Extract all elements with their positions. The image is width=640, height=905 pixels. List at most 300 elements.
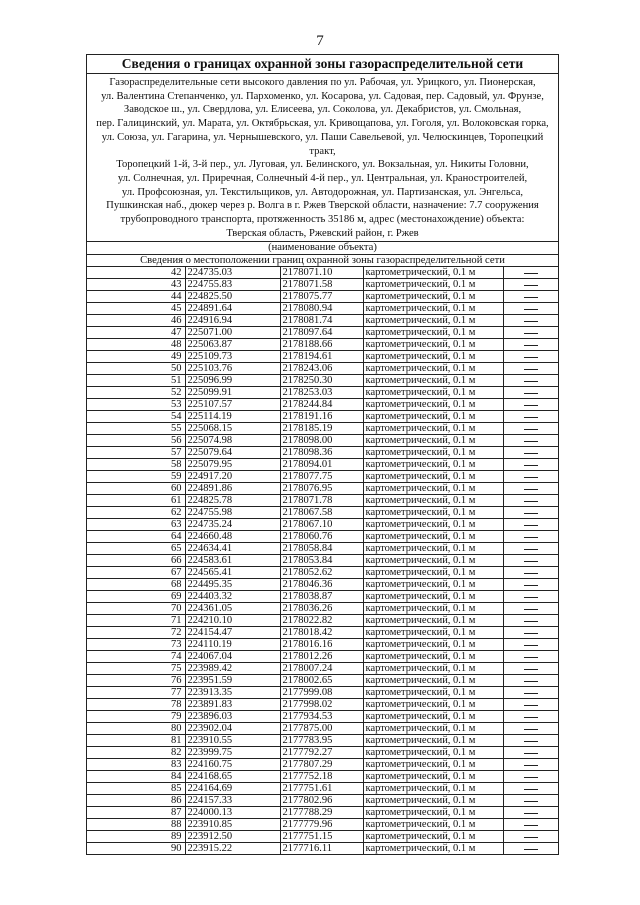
y-coordinate-cell: 2178080.94 (280, 303, 363, 315)
point-number-cell: 55 (87, 423, 185, 435)
method-accuracy-cell: картометрический, 0.1 м (363, 639, 503, 651)
point-number-cell: 73 (87, 639, 185, 651)
point-number-cell: 44 (87, 291, 185, 303)
point-number-cell: 65 (87, 543, 185, 555)
method-accuracy-cell: картометрический, 0.1 м (363, 555, 503, 567)
y-coordinate-cell: 2178250.30 (280, 375, 363, 387)
x-coordinate-cell: 224067.04 (185, 651, 280, 663)
x-coordinate-cell: 223915.22 (185, 843, 280, 855)
x-coordinate-cell: 223989.42 (185, 663, 280, 675)
point-number-cell: 48 (87, 339, 185, 351)
dash-mark (524, 285, 538, 286)
method-accuracy-cell: картометрический, 0.1 м (363, 591, 503, 603)
dash-mark (524, 801, 538, 802)
description-cell (503, 459, 558, 471)
description-cell (503, 663, 558, 675)
table-row (87, 471, 558, 483)
x-coordinate-cell: 224361.05 (185, 603, 280, 615)
description-line: Тверская область, Ржевский район, г. Ржев (226, 227, 419, 239)
y-coordinate-cell: 2177752.18 (280, 771, 363, 783)
method-accuracy-cell: картометрический, 0.1 м (363, 615, 503, 627)
dash-mark (524, 345, 538, 346)
y-coordinate-cell: 2178191.16 (280, 411, 363, 423)
point-number-cell: 68 (87, 579, 185, 591)
description-cell (503, 327, 558, 339)
description-cell (503, 495, 558, 507)
page-number: 7 (316, 33, 324, 49)
table-row (87, 807, 558, 819)
dash-mark (524, 729, 538, 730)
method-accuracy-cell: картометрический, 0.1 м (363, 723, 503, 735)
x-coordinate-cell: 224157.33 (185, 795, 280, 807)
x-coordinate-cell: 225109.73 (185, 351, 280, 363)
method-accuracy-cell: картометрический, 0.1 м (363, 495, 503, 507)
x-coordinate-cell: 224825.50 (185, 291, 280, 303)
point-number-cell: 45 (87, 303, 185, 315)
y-coordinate-cell: 2177998.02 (280, 699, 363, 711)
description-cell (503, 363, 558, 375)
x-coordinate-cell: 224634.41 (185, 543, 280, 555)
method-accuracy-cell: картометрический, 0.1 м (363, 819, 503, 831)
y-coordinate-cell: 2177807.29 (280, 759, 363, 771)
table-row (87, 375, 558, 387)
table-row (87, 603, 558, 615)
table-row (87, 531, 558, 543)
y-coordinate-cell: 2178071.10 (280, 267, 363, 279)
x-coordinate-cell: 223910.85 (185, 819, 280, 831)
x-coordinate-cell: 224160.75 (185, 759, 280, 771)
object-description (87, 74, 558, 242)
table-row (87, 399, 558, 411)
y-coordinate-cell: 2178097.64 (280, 327, 363, 339)
y-coordinate-cell: 2178075.77 (280, 291, 363, 303)
method-accuracy-cell: картометрический, 0.1 м (363, 267, 503, 279)
x-coordinate-cell: 223951.59 (185, 675, 280, 687)
y-coordinate-cell: 2178243.06 (280, 363, 363, 375)
point-number-cell: 74 (87, 651, 185, 663)
description-cell (503, 483, 558, 495)
point-number-cell: 89 (87, 831, 185, 843)
y-coordinate-cell: 2178244.84 (280, 399, 363, 411)
dash-mark (524, 585, 538, 586)
point-number-cell: 77 (87, 687, 185, 699)
description-cell (503, 579, 558, 591)
x-coordinate-cell: 224403.32 (185, 591, 280, 603)
y-coordinate-cell: 2177999.08 (280, 687, 363, 699)
method-accuracy-cell: картометрический, 0.1 м (363, 651, 503, 663)
dash-mark (524, 369, 538, 370)
point-number-cell: 80 (87, 723, 185, 735)
object-name-label: (наименование объекта) (87, 242, 558, 255)
dash-mark (524, 849, 538, 850)
table-row (87, 507, 558, 519)
method-accuracy-cell: картометрический, 0.1 м (363, 699, 503, 711)
y-coordinate-cell: 2178071.58 (280, 279, 363, 291)
method-accuracy-cell: картометрический, 0.1 м (363, 687, 503, 699)
dash-mark (524, 741, 538, 742)
dash-mark (524, 753, 538, 754)
table-row (87, 423, 558, 435)
y-coordinate-cell: 2178253.03 (280, 387, 363, 399)
coordinates-table (87, 267, 558, 854)
y-coordinate-cell: 2177751.15 (280, 831, 363, 843)
point-number-cell: 79 (87, 711, 185, 723)
point-number-cell: 60 (87, 483, 185, 495)
description-cell (503, 591, 558, 603)
method-accuracy-cell: картометрический, 0.1 м (363, 411, 503, 423)
table-row (87, 687, 558, 699)
point-number-cell: 61 (87, 495, 185, 507)
description-cell (503, 759, 558, 771)
point-number-cell: 63 (87, 519, 185, 531)
table-row (87, 555, 558, 567)
y-coordinate-cell: 2177802.96 (280, 795, 363, 807)
dash-mark (524, 297, 538, 298)
description-line: пер. Галицинский, ул. Марата, ул. Октябрьская, ул. Кривощапова, ул. Гоголя, ул. Волоковская горка, (96, 118, 549, 130)
description-cell (503, 375, 558, 387)
dash-mark (524, 273, 538, 274)
table-row (87, 771, 558, 783)
description-cell (503, 399, 558, 411)
page-title: Сведения о границах охранной зоны газораспределительной сети (87, 55, 558, 74)
point-number-cell: 51 (87, 375, 185, 387)
description-cell (503, 771, 558, 783)
point-number-cell: 56 (87, 435, 185, 447)
boundary-info-frame (86, 54, 559, 855)
y-coordinate-cell: 2178098.36 (280, 447, 363, 459)
x-coordinate-cell: 225079.64 (185, 447, 280, 459)
x-coordinate-cell: 223902.04 (185, 723, 280, 735)
table-row (87, 579, 558, 591)
point-number-cell: 72 (87, 627, 185, 639)
dash-mark (524, 837, 538, 838)
dash-mark (524, 717, 538, 718)
description-line: Газораспределительные сети высокого давления по ул. Рабочая, ул. Урицкого, ул. Пионерская, (109, 77, 536, 88)
point-number-cell: 86 (87, 795, 185, 807)
y-coordinate-cell: 2178058.84 (280, 543, 363, 555)
point-number-cell: 59 (87, 471, 185, 483)
dash-mark (524, 417, 538, 418)
method-accuracy-cell: картометрический, 0.1 м (363, 735, 503, 747)
description-line: ул. Союза, ул. Гагарина, ул. Чернышевского, ул. Паши Савельевой, ул. Челюскинцев, Торопецкий тракт, (101, 131, 544, 157)
dash-mark (524, 621, 538, 622)
dash-mark (524, 357, 538, 358)
description-cell (503, 543, 558, 555)
description-cell (503, 303, 558, 315)
point-number-cell: 70 (87, 603, 185, 615)
dash-mark (524, 465, 538, 466)
table-row (87, 735, 558, 747)
point-number-cell: 87 (87, 807, 185, 819)
table-row (87, 315, 558, 327)
table-row (87, 519, 558, 531)
y-coordinate-cell: 2178194.61 (280, 351, 363, 363)
description-cell (503, 627, 558, 639)
description-cell (503, 735, 558, 747)
dash-mark (524, 693, 538, 694)
description-cell (503, 315, 558, 327)
point-number-cell: 54 (87, 411, 185, 423)
dash-mark (524, 381, 538, 382)
point-number-cell: 57 (87, 447, 185, 459)
method-accuracy-cell: картометрический, 0.1 м (363, 627, 503, 639)
y-coordinate-cell: 2177716.11 (280, 843, 363, 855)
table-row (87, 327, 558, 339)
method-accuracy-cell: картометрический, 0.1 м (363, 603, 503, 615)
y-coordinate-cell: 2177792.27 (280, 747, 363, 759)
method-accuracy-cell: картометрический, 0.1 м (363, 747, 503, 759)
method-accuracy-cell: картометрический, 0.1 м (363, 579, 503, 591)
method-accuracy-cell: картометрический, 0.1 м (363, 807, 503, 819)
table-row (87, 363, 558, 375)
table-row (87, 351, 558, 363)
description-cell (503, 279, 558, 291)
method-accuracy-cell: картометрический, 0.1 м (363, 291, 503, 303)
y-coordinate-cell: 2178053.84 (280, 555, 363, 567)
x-coordinate-cell: 225068.15 (185, 423, 280, 435)
method-accuracy-cell: картометрический, 0.1 м (363, 483, 503, 495)
description-cell (503, 351, 558, 363)
y-coordinate-cell: 2178081.74 (280, 315, 363, 327)
section-subheading: Сведения о местоположении границ охранной зоны газораспределительной сети (87, 255, 558, 267)
point-number-cell: 69 (87, 591, 185, 603)
dash-mark (524, 777, 538, 778)
method-accuracy-cell: картометрический, 0.1 м (363, 435, 503, 447)
description-cell (503, 603, 558, 615)
table-row (87, 795, 558, 807)
x-coordinate-cell: 224154.47 (185, 627, 280, 639)
table-row (87, 819, 558, 831)
table-row (87, 435, 558, 447)
x-coordinate-cell: 223999.75 (185, 747, 280, 759)
table-row (87, 543, 558, 555)
x-coordinate-cell: 225103.76 (185, 363, 280, 375)
description-cell (503, 387, 558, 399)
description-cell (503, 411, 558, 423)
point-number-cell: 62 (87, 507, 185, 519)
y-coordinate-cell: 2178022.82 (280, 615, 363, 627)
point-number-cell: 88 (87, 819, 185, 831)
point-number-cell: 75 (87, 663, 185, 675)
dash-mark (524, 525, 538, 526)
method-accuracy-cell: картометрический, 0.1 м (363, 783, 503, 795)
y-coordinate-cell: 2178076.95 (280, 483, 363, 495)
dash-mark (524, 573, 538, 574)
table-row (87, 651, 558, 663)
description-line: ул. Валентина Степанченко, ул. Пархоменко, ул. Косарова, ул. Садовая, пер. Садовый, ул. Фрунзе, (101, 90, 544, 102)
dash-mark (524, 645, 538, 646)
x-coordinate-cell: 225107.57 (185, 399, 280, 411)
point-number-cell: 50 (87, 363, 185, 375)
point-number-cell: 83 (87, 759, 185, 771)
y-coordinate-cell: 2178052.62 (280, 567, 363, 579)
description-cell (503, 831, 558, 843)
point-number-cell: 58 (87, 459, 185, 471)
point-number-cell: 84 (87, 771, 185, 783)
y-coordinate-cell: 2177875.00 (280, 723, 363, 735)
description-cell (503, 699, 558, 711)
table-row (87, 711, 558, 723)
dash-mark (524, 705, 538, 706)
table-row (87, 699, 558, 711)
point-number-cell: 78 (87, 699, 185, 711)
description-cell (503, 507, 558, 519)
x-coordinate-cell: 224660.48 (185, 531, 280, 543)
y-coordinate-cell: 2177783.95 (280, 735, 363, 747)
table-row (87, 747, 558, 759)
x-coordinate-cell: 224565.41 (185, 567, 280, 579)
dash-mark (524, 501, 538, 502)
x-coordinate-cell: 223913.35 (185, 687, 280, 699)
method-accuracy-cell: картометрический, 0.1 м (363, 387, 503, 399)
point-number-cell: 42 (87, 267, 185, 279)
table-row (87, 279, 558, 291)
dash-mark (524, 813, 538, 814)
method-accuracy-cell: картометрический, 0.1 м (363, 351, 503, 363)
table-row (87, 627, 558, 639)
table-row (87, 783, 558, 795)
y-coordinate-cell: 2178067.10 (280, 519, 363, 531)
dash-mark (524, 321, 538, 322)
point-number-cell: 52 (87, 387, 185, 399)
table-row (87, 639, 558, 651)
x-coordinate-cell: 225099.91 (185, 387, 280, 399)
method-accuracy-cell: картометрический, 0.1 м (363, 711, 503, 723)
x-coordinate-cell: 224168.65 (185, 771, 280, 783)
description-cell (503, 267, 558, 279)
dash-mark (524, 657, 538, 658)
dash-mark (524, 429, 538, 430)
table-row (87, 831, 558, 843)
description-cell (503, 447, 558, 459)
y-coordinate-cell: 2178077.75 (280, 471, 363, 483)
table-row (87, 591, 558, 603)
y-coordinate-cell: 2177934.53 (280, 711, 363, 723)
point-number-cell: 43 (87, 279, 185, 291)
dash-mark (524, 489, 538, 490)
table-row (87, 567, 558, 579)
point-number-cell: 64 (87, 531, 185, 543)
y-coordinate-cell: 2178007.24 (280, 663, 363, 675)
dash-mark (524, 513, 538, 514)
y-coordinate-cell: 2178046.36 (280, 579, 363, 591)
description-line: Торопецкий 1-й, 3-й пер., ул. Луговая, ул. Белинского, ул. Вокзальная, ул. Никиты Головни, (116, 159, 529, 171)
method-accuracy-cell: картометрический, 0.1 м (363, 543, 503, 555)
x-coordinate-cell: 224210.10 (185, 615, 280, 627)
point-number-cell: 85 (87, 783, 185, 795)
method-accuracy-cell: картометрический, 0.1 м (363, 459, 503, 471)
method-accuracy-cell: картометрический, 0.1 м (363, 519, 503, 531)
dash-mark (524, 609, 538, 610)
dash-mark (524, 597, 538, 598)
y-coordinate-cell: 2178036.26 (280, 603, 363, 615)
dash-mark (524, 765, 538, 766)
x-coordinate-cell: 225071.00 (185, 327, 280, 339)
x-coordinate-cell: 224110.19 (185, 639, 280, 651)
x-coordinate-cell: 224495.35 (185, 579, 280, 591)
method-accuracy-cell: картометрический, 0.1 м (363, 339, 503, 351)
y-coordinate-cell: 2178012.26 (280, 651, 363, 663)
method-accuracy-cell: картометрический, 0.1 м (363, 447, 503, 459)
description-cell (503, 843, 558, 855)
table-row (87, 615, 558, 627)
point-number-cell: 76 (87, 675, 185, 687)
description-cell (503, 639, 558, 651)
x-coordinate-cell: 224891.86 (185, 483, 280, 495)
description-line: Заводское ш., ул. Свердлова, ул. Елисеева, ул. Соколова, ул. Декабристов, ул. Смольная, (123, 104, 522, 116)
point-number-cell: 49 (87, 351, 185, 363)
y-coordinate-cell: 2178067.58 (280, 507, 363, 519)
description-cell (503, 711, 558, 723)
x-coordinate-cell: 224755.83 (185, 279, 280, 291)
dash-mark (524, 789, 538, 790)
table-row (87, 411, 558, 423)
method-accuracy-cell: картометрический, 0.1 м (363, 363, 503, 375)
method-accuracy-cell: картометрический, 0.1 м (363, 303, 503, 315)
description-line: трубопроводного транспорта, протяженность 35186 м, адрес (местонахождение) объекта: (120, 214, 525, 226)
dash-mark (524, 669, 538, 670)
y-coordinate-cell: 2178098.00 (280, 435, 363, 447)
x-coordinate-cell: 224583.61 (185, 555, 280, 567)
point-number-cell: 90 (87, 843, 185, 855)
description-line: Пушкинская наб., дюкер через р. Волга в г. Ржев Тверской области, назначение: 7.7 сооружения (106, 200, 539, 212)
table-row (87, 483, 558, 495)
method-accuracy-cell: картометрический, 0.1 м (363, 327, 503, 339)
description-cell (503, 615, 558, 627)
dash-mark (524, 825, 538, 826)
y-coordinate-cell: 2177751.61 (280, 783, 363, 795)
description-cell (503, 819, 558, 831)
point-number-cell: 46 (87, 315, 185, 327)
dash-mark (524, 477, 538, 478)
point-number-cell: 71 (87, 615, 185, 627)
dash-mark (524, 309, 538, 310)
table-row (87, 447, 558, 459)
table-row (87, 495, 558, 507)
dash-mark (524, 405, 538, 406)
y-coordinate-cell: 2178002.65 (280, 675, 363, 687)
description-cell (503, 423, 558, 435)
description-cell (503, 339, 558, 351)
description-cell (503, 519, 558, 531)
description-cell (503, 723, 558, 735)
x-coordinate-cell: 224891.64 (185, 303, 280, 315)
point-number-cell: 66 (87, 555, 185, 567)
y-coordinate-cell: 2178018.42 (280, 627, 363, 639)
description-cell (503, 555, 558, 567)
x-coordinate-cell: 224917.20 (185, 471, 280, 483)
method-accuracy-cell: картометрический, 0.1 м (363, 531, 503, 543)
table-row (87, 339, 558, 351)
description-cell (503, 531, 558, 543)
x-coordinate-cell: 225074.98 (185, 435, 280, 447)
x-coordinate-cell: 224735.24 (185, 519, 280, 531)
method-accuracy-cell: картометрический, 0.1 м (363, 507, 503, 519)
method-accuracy-cell: картометрический, 0.1 м (363, 399, 503, 411)
method-accuracy-cell: картометрический, 0.1 м (363, 771, 503, 783)
description-cell (503, 291, 558, 303)
description-line: ул. Профсоюзная, ул. Текстильщиков, ул. Автодорожная, ул. Партизанская, ул. Энгельса, (121, 186, 524, 198)
x-coordinate-cell: 225079.95 (185, 459, 280, 471)
point-number-cell: 82 (87, 747, 185, 759)
point-number-cell: 67 (87, 567, 185, 579)
table-row (87, 663, 558, 675)
y-coordinate-cell: 2178060.76 (280, 531, 363, 543)
point-number-cell: 81 (87, 735, 185, 747)
description-cell (503, 795, 558, 807)
method-accuracy-cell: картометрический, 0.1 м (363, 759, 503, 771)
description-cell (503, 567, 558, 579)
